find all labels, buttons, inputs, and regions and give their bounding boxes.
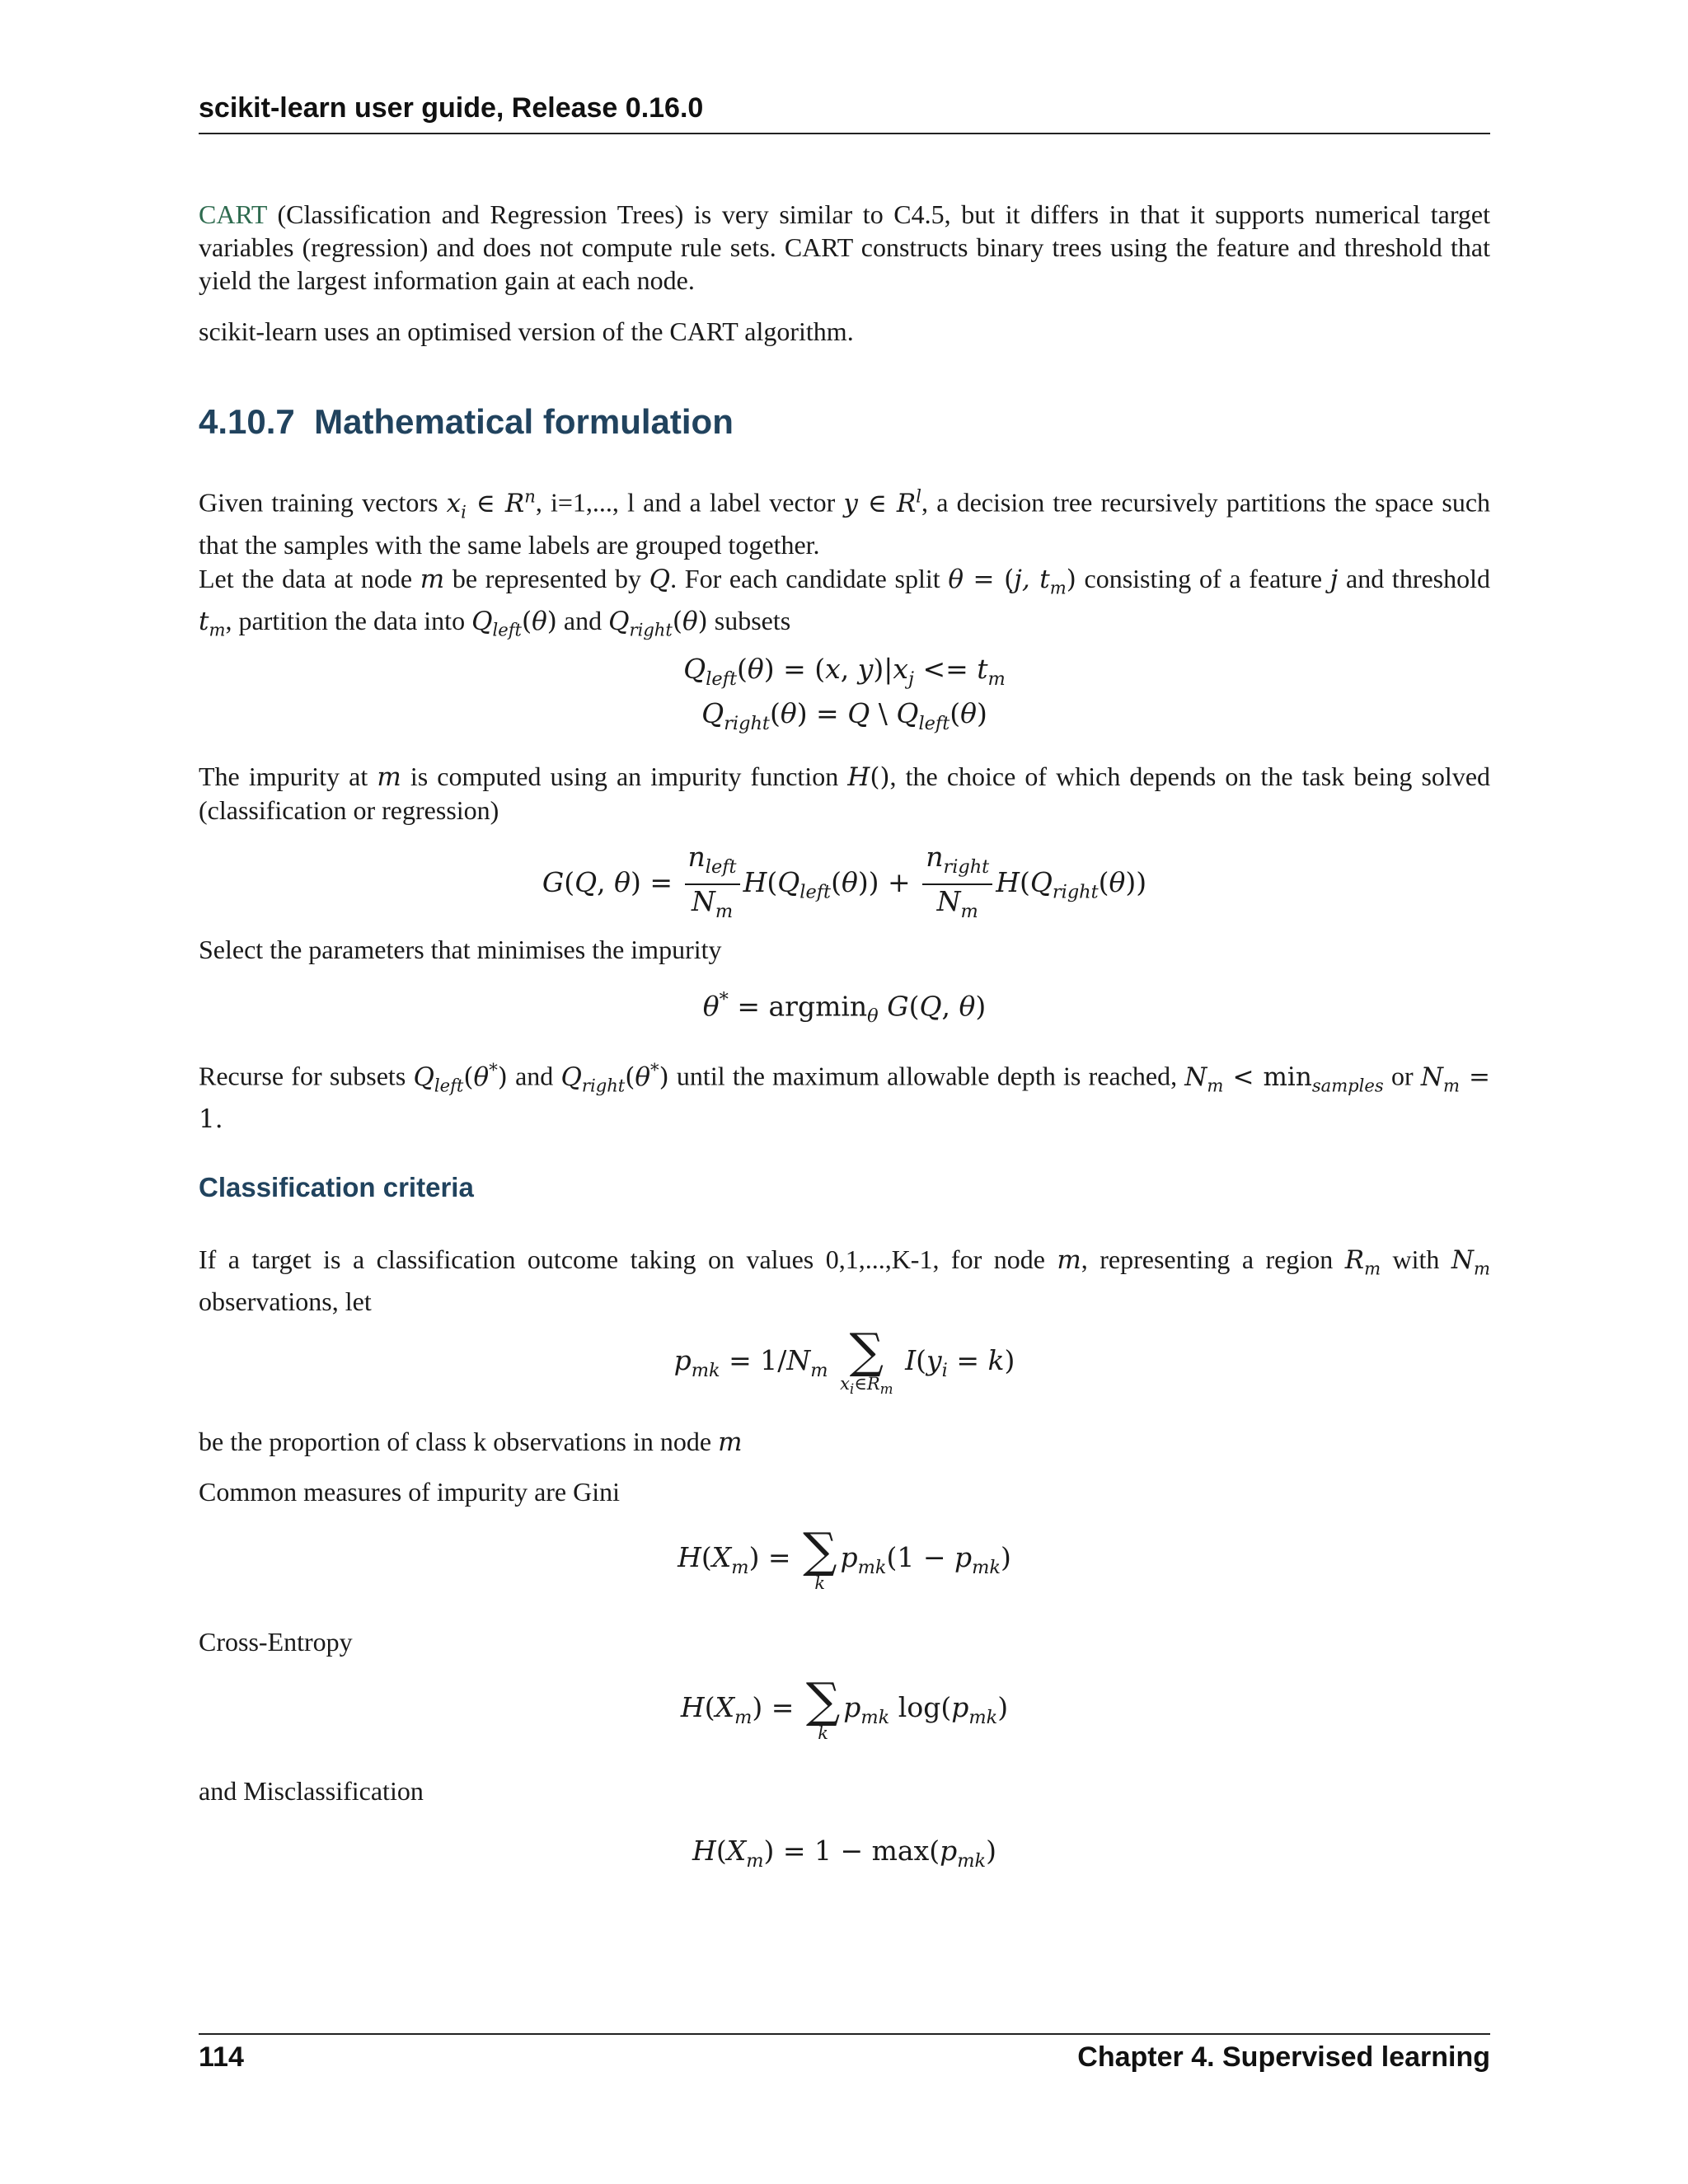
- equation-g: G(Q, θ) = $\frac{n_{left}}{N_m}$ $H(Q_{left}(\theta))$ + $\frac{n_{right}}{N_m}$ $H(Q_{right}(\theta))$: [542, 841, 1147, 922]
- math-inline: H(): [847, 762, 890, 792]
- math-inline: m: [718, 1427, 743, 1457]
- section-heading: [199, 402, 734, 442]
- text-run: and: [556, 606, 609, 636]
- text-run: , partition the data into: [225, 606, 472, 636]
- text-run: be the proportion of class k observations in node: [199, 1427, 719, 1456]
- recurse-paragraph: [199, 1053, 1490, 1136]
- math-inline: Q: [649, 565, 671, 594]
- optimised-paragraph: scikit-learn uses an optimised version of the CART algorithm.: [199, 316, 854, 346]
- text-run: and threshold: [1338, 564, 1491, 593]
- cart-paragraph: [199, 198, 1490, 297]
- section-number: 4.10.7: [199, 402, 295, 441]
- math-inline: $N_m$: [1451, 1245, 1491, 1279]
- chapter-title: Chapter 4. Supervised learning: [1077, 2041, 1490, 2073]
- misclassification-paragraph: and Misclassification: [199, 1776, 424, 1806]
- math-inline: $R_m$: [1344, 1245, 1381, 1279]
- text-run: is computed using an impurity function: [401, 762, 848, 791]
- math-inline: m: [377, 762, 401, 792]
- math-inline: $t_m$: [199, 607, 226, 640]
- equation-gini: $H(X_m)$ = ∑ k $p_{mk}(1 - p_{mk})$: [678, 1522, 1011, 1593]
- math-inline: $N_m = 1$.: [199, 1062, 1490, 1134]
- equation-argmin: θ* = argmin$_\theta$ G(Q, θ): [702, 989, 987, 1028]
- math-inline: j: [1329, 565, 1339, 594]
- equation-misclassification: $H(X_m) = 1 - \max(p_{mk})$: [692, 1835, 996, 1872]
- text-run: subsets: [707, 606, 791, 636]
- text-run: The impurity at: [199, 762, 377, 791]
- text-run: observations, let: [199, 1286, 372, 1317]
- page-footer: [199, 2033, 1490, 2074]
- equation-q-left: $Q_{left}(\theta) = (x$, $y)|x_j <= t_m$: [683, 653, 1006, 690]
- math-inline: $x_i$ ∈ $R^n$: [446, 485, 536, 522]
- gini-paragraph: Common measures of impurity are Gini: [199, 1477, 621, 1507]
- text-run: Given training vectors: [199, 487, 447, 518]
- text-run: consisting of a feature: [1076, 564, 1330, 593]
- cart-link[interactable]: CART: [199, 199, 267, 229]
- math-inline: $Q_{right}(\theta^*)$: [560, 1059, 669, 1095]
- section-title: Mathematical formulation: [314, 402, 734, 441]
- classification-criteria-heading: Classification criteria: [199, 1172, 474, 1202]
- text-run: and: [507, 1061, 561, 1091]
- cross-entropy-paragraph: Cross-Entropy: [199, 1627, 353, 1657]
- document-page: [199, 0, 1490, 2184]
- cart-paragraph-text: (Classification and Regression Trees) is very similar to C4.5, but it differs in that it supports numerical target variables (regression) and does not compute rule sets. CART constructs binary trees using the feature and threshold that yield the largest information gain at each node.: [199, 199, 1490, 295]
- select-parameters-paragraph: Select the parameters that minimises the impurity: [199, 935, 722, 964]
- text-run: , the choice of which depends on the task being solved (classification or regression): [199, 762, 1491, 825]
- text-run: . For each candidate split: [670, 564, 949, 593]
- equation-q-right: $Q_{right}(\theta) = Q$ \ $Q_{left}(\theta)$: [701, 697, 987, 734]
- training-vectors-paragraph: [199, 480, 1490, 561]
- running-header: scikit-learn user guide, Release 0.16.0: [199, 92, 1490, 134]
- classification-outcome-paragraph: [199, 1243, 1490, 1318]
- text-run: Recurse for subsets: [199, 1061, 414, 1091]
- math-inline: y ∈ $R^l$: [843, 485, 922, 518]
- page-number: 114: [199, 2041, 244, 2073]
- text-run: Let the data at node: [199, 564, 420, 593]
- math-inline: $N_m < \min_{samples}$: [1184, 1062, 1384, 1095]
- text-run: or: [1383, 1061, 1421, 1091]
- equation-cross-entropy: $H(X_m)$ = ∑ k $p_{mk}$ $\log(p_{mk})$: [680, 1672, 1009, 1743]
- node-split-paragraph: [199, 562, 1490, 647]
- text-run: with: [1381, 1244, 1451, 1274]
- text-run: until the maximum allowable depth is reached,: [668, 1061, 1185, 1091]
- impurity-paragraph: [199, 760, 1490, 827]
- text-run: , representing a region: [1081, 1244, 1345, 1274]
- math-inline: $Q_{left}(\theta^*)$: [413, 1059, 508, 1095]
- text-run: be represented by: [444, 564, 649, 593]
- equation-pmk: $p_{mk} = 1/N_m$ ∑ $x_i\in R_m$ $I(y_i = k)$: [673, 1323, 1015, 1398]
- proportion-paragraph: [199, 1425, 1490, 1459]
- math-inline: $Q_{left}(\theta)$: [471, 607, 557, 640]
- text-run: , a decision tree recursively partitions the space such that the samples with the same labels are grouped together.: [199, 487, 1491, 560]
- text-run: , i=1,..., l and a label vector: [535, 487, 844, 518]
- math-inline: $Q_{right}(\theta)$: [608, 607, 708, 640]
- text-run: If a target is a classification outcome taking on values 0,1,...,K-1, for node: [199, 1244, 1057, 1274]
- math-inline: θ = (j, $t_m$): [948, 565, 1076, 598]
- math-inline: m: [1057, 1245, 1081, 1275]
- math-inline: m: [420, 565, 445, 594]
